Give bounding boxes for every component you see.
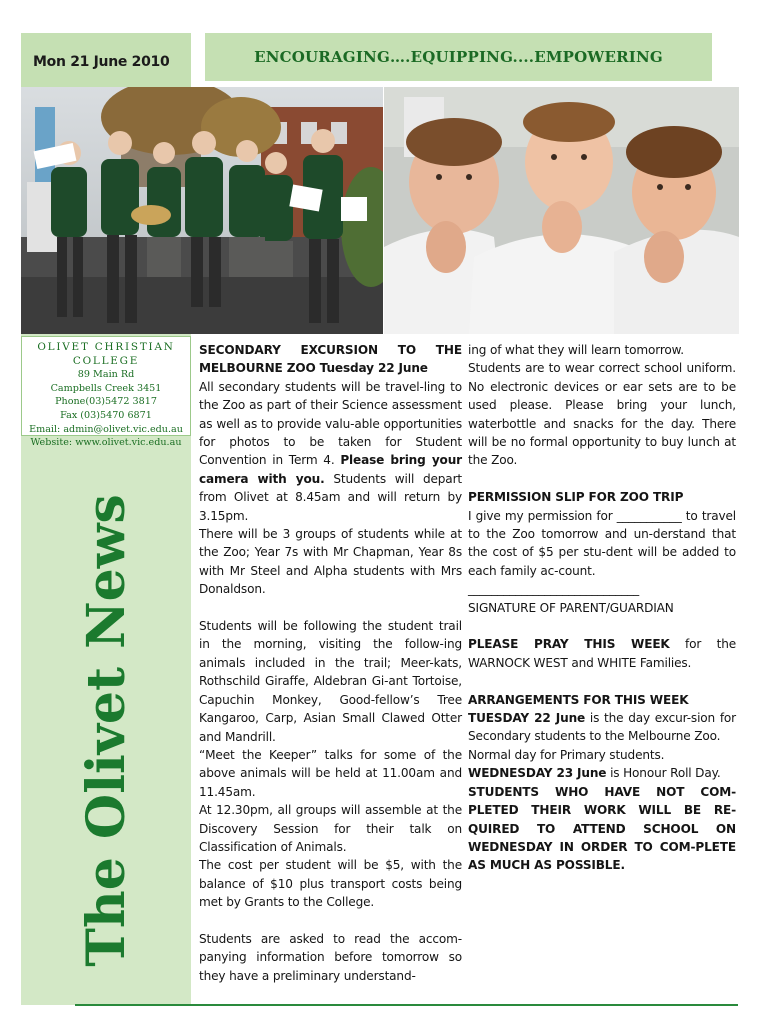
photo-boys-lab-coats-illustration [384, 87, 739, 334]
permission-slip-heading: PERMISSION SLIP FOR ZOO TRIP [468, 490, 684, 505]
college-phone: Phone(03)5472 3817 [55, 396, 157, 408]
photo-students-outdoors-illustration [21, 87, 383, 334]
college-website: Website: www.olivet.vic.edu.au [30, 437, 182, 449]
article-paragraph-3: Students will be following the student trail in the morning, visiting the follow-ing animals included in the trail; Meer-kats, Rothschild Giraffe, Aldebran Gi-ant Tortoise, Capuchin Monkey, Good-fellow’s Tree Kangaroo, Carp, Asian Small Clawed Otter and Mandrill. [199, 619, 462, 744]
college-name-line2: COLLEGE [72, 354, 140, 367]
signature-label: SIGNATURE OF PARENT/GUARDIAN [468, 600, 674, 615]
motto-banner: ENCOURAGING….EQUIPPING....EMPOWERING [205, 33, 712, 81]
wednesday-label: WEDNESDAY 23 June [468, 766, 607, 781]
college-fax: Fax (03)5470 6871 [60, 409, 152, 421]
masthead-title: The Olivet News [75, 493, 137, 967]
college-address: 89 Main Rd [77, 369, 135, 381]
prayer-heading: PLEASE PRAY THIS WEEK [468, 637, 670, 652]
signature-line: _____________________________ [468, 582, 640, 597]
photo-students-outdoors [21, 87, 383, 334]
incomplete-work-notice: STUDENTS WHO HAVE NOT COM-PLETED THEIR WORK WILL BE RE-QUIRED TO ATTEND SCHOOL ON WEDNESDAY IN ORDER TO COM-PLETE AS MUCH AS POSSIBLE. [468, 784, 736, 873]
uniform-notice: Students are to wear correct school uniform. No electronic devices or ear sets are to be used please. Please bring your lunch, waterbottle and snacks for the day. There will be no formal opportunity to buy lunch at the Zoo. [468, 361, 736, 468]
masthead [22, 470, 190, 990]
article-p1-departure: Students will depart from Olivet at 8.45am and will return by 3.15pm. [199, 471, 462, 523]
article-paragraph-7: Students are asked to read the accom-panying information before tomorrow so they have a preliminary understand- [199, 931, 462, 983]
article-paragraph-2: There will be 3 groups of students while at the Zoo; Year 7s with Mr Chapman, Year 8s with Mr Steel and Alpha students with Mrs Donaldson. [199, 527, 462, 597]
article-headline-line1: SECONDARY EXCURSION TO THE [199, 343, 462, 357]
wednesday-text: is Honour Roll Day. [610, 766, 721, 781]
photo-boys-lab-coats [384, 87, 739, 334]
article-paragraph-5: At 12.30pm, all groups will assemble at the Discovery Session for their talk on Classification of Animals. [199, 803, 462, 854]
college-town: Campbells Creek 3451 [50, 382, 162, 394]
arrangements-heading: ARRANGEMENTS FOR THIS WEEK [468, 692, 689, 707]
prayer-notice [468, 635, 736, 672]
zoo-excursion-article [199, 341, 462, 985]
right-column [468, 341, 736, 875]
article-paragraph-4: “Meet the Keeper” talks for some of the above animals will be held at 11.00am and 11.45am. [199, 747, 462, 799]
article-headline-line2: MELBOURNE ZOO Tuesday 22 June [199, 361, 428, 376]
wednesday-arrangement [468, 764, 736, 782]
primary-normal-day: Normal day for Primary students. [468, 747, 665, 762]
article-p1-text: All secondary students will be travel-ling to the Zoo as part of their Science assessment as well as to provide valu-able opportunities for photos to be taken for Student Convention in Term 4. [199, 379, 462, 468]
tuesday-label: TUESDAY 22 June [468, 711, 586, 726]
article-continuation: ing of what they will learn tomorrow. [468, 343, 685, 357]
article-paragraph-1 [199, 378, 462, 525]
tuesday-text: is the day excur-sion for Secondary students to the Melbourne Zoo. [468, 711, 736, 744]
article-paragraph-6: The cost per student will be $5, with the balance of $10 plus transport costs being met by Grants to the College. [199, 858, 462, 910]
issue-date: Mon 21 June 2010 [21, 33, 191, 91]
college-name-line1: OLIVET CHRISTIAN [37, 341, 175, 353]
permission-slip-text: I give my permission for ___________ to travel to the Zoo tomorrow and un-derstand that the cost of $5 per stu-dent will be added to each family ac-count. [468, 508, 736, 578]
prayer-text: for the WARNOCK WEST and WHITE Families. [468, 637, 737, 670]
college-email: Email: admin@olivet.vic.edu.au [29, 423, 183, 435]
camera-reminder: Please bring your camera with you. [199, 453, 462, 486]
college-contact-box [21, 336, 191, 449]
tuesday-arrangement [468, 709, 736, 746]
bottom-rule [75, 1004, 738, 1006]
